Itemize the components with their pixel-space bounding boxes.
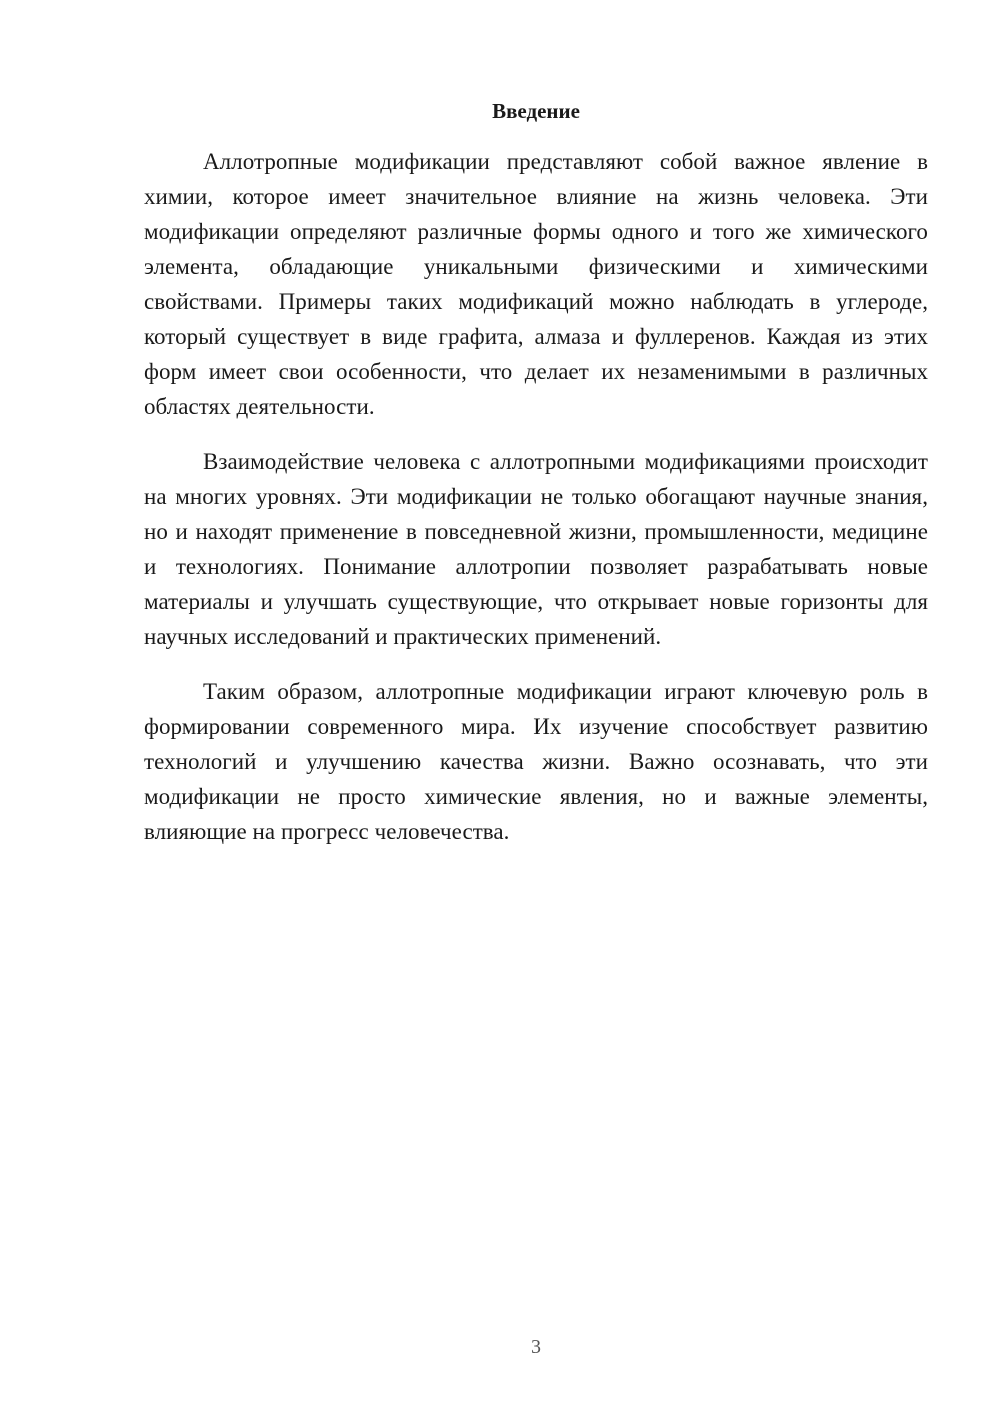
paragraph-2: Взаимодействие человека с аллотропными модификациями происходит на многих уровнях. Эти модификации не только обогащают научные знания, но и находят применение в повседневной жизни, промышленности, медицине и технологиях. Понимание аллотропии позволяет разрабатывать новые материалы и улучшать существующие, что открывает новые горизонты для научных исследований и практических применений.	[144, 449, 928, 649]
page-title: Введение	[492, 99, 580, 123]
body-text	[144, 144, 928, 869]
paragraph-1: Аллотропные модификации представляют собой важное явление в химии, которое имеет значительное влияние на жизнь человека. Эти модификации определяют различные формы одного и того же химического элемента, обладающие уникальными физическими и химическими свойствами. Примеры таких модификаций можно наблюдать в углероде, который существует в виде графита, алмаза и фуллеренов. Каждая из этих форм имеет свои особенности, что делает их незаменимыми в различных областях деятельности.	[144, 149, 928, 419]
page-number: 3	[531, 1336, 541, 1358]
paragraph-3: Таким образом, аллотропные модификации играют ключевую роль в формировании современного мира. Их изучение способствует развитию технологий и улучшению качества жизни. Важно осознавать, что эти модификации не просто химические явления, но и важные элементы, влияющие на прогресс человечества.	[144, 679, 928, 844]
